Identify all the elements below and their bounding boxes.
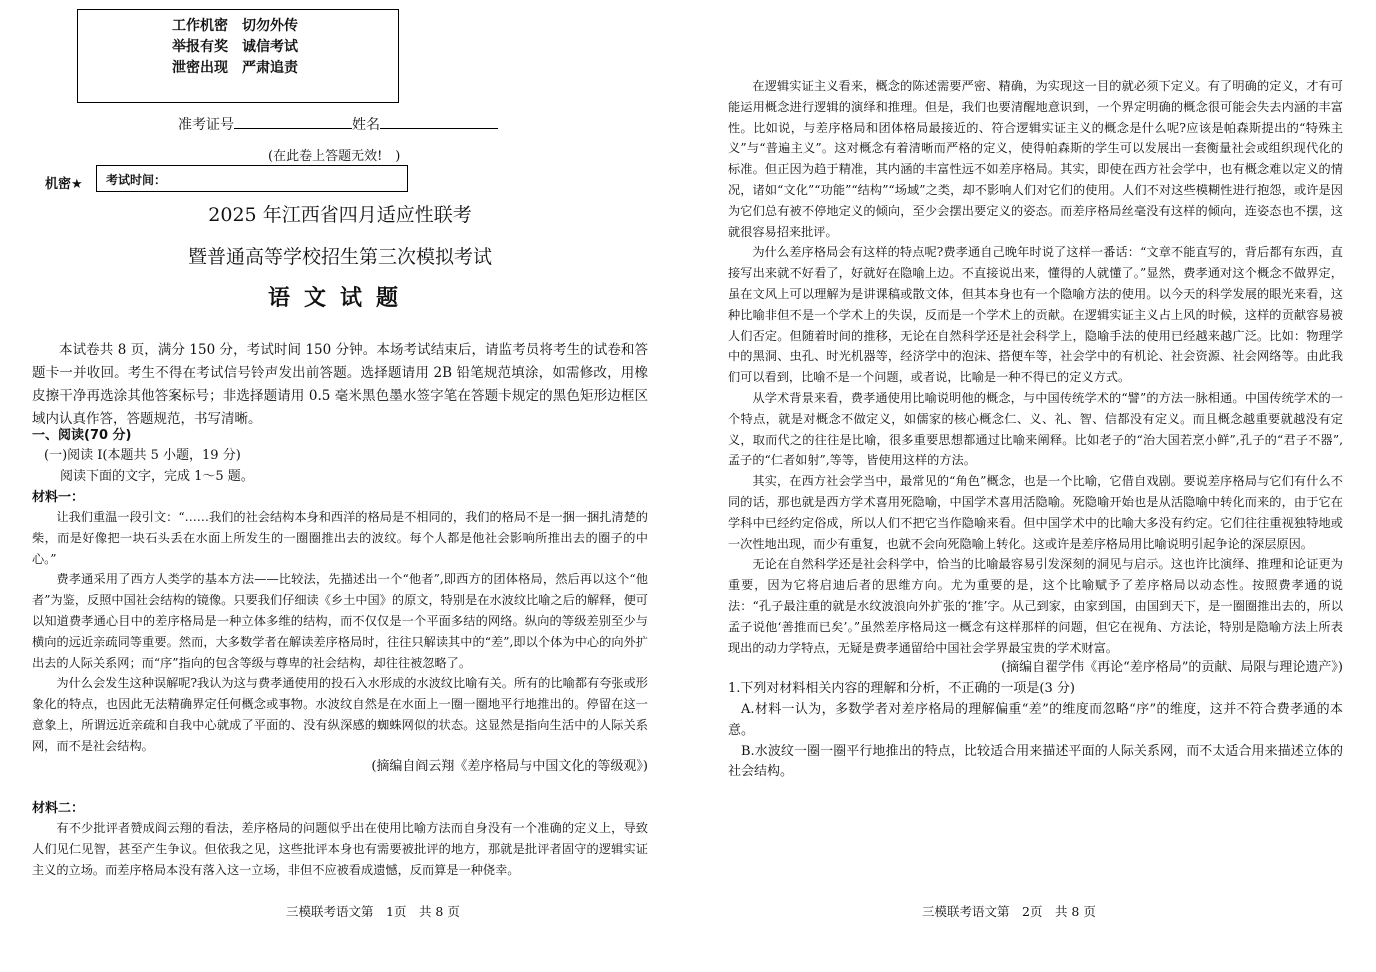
- exam-time-label: 考试时间：: [106, 173, 167, 187]
- question-1-stem: 1.下列对材料相关内容的理解和分析，不正确的一项是(3 分): [728, 681, 1075, 697]
- name-label: 姓名: [352, 117, 380, 133]
- section-heading: 一、阅读(70 分): [32, 428, 132, 443]
- exam-instructions: 本试卷共 8 页，满分 150 分，考试时间 150 分钟。本场考试结束后，请监考员将考生的试卷和答题卡一并收回。考生不得在考试信号铃声发出前答题。选择题请用 2B 铅笔规范填涂，如需修改，用橡皮擦干净再选涂其他答案标号；非选择题请用 0.5 毫米黑色墨水签字笔在答题卡规定的黑色矩形边框区域内认真作答，答题规范，书写清晰。: [32, 342, 648, 427]
- material-2-source: (摘编自翟学伟《再论“差序格局”的贡献、局限与理论遗产》): [1001, 660, 1343, 676]
- material-2-paragraph: 无论在自然科学还是社会科学中，恰当的比喻最容易引发深刻的洞见与启示。这也许比演绎、推理和论证更为重要，因为它将启迪后者的思维方向。尤为重要的是，这个比喻赋予了差序格局以动态性。按照费孝通的说法：“孔子最注重的就是水纹波浪向外扩张的‘推’字。从己到家，由家到国，由国到天下，是一圈圈推出去的，所以孟子说他‘善推而已矣’。”虽然差序格局这一概念有这样那样的问题，但它在视角、方法论，特别是隐喻方法上所表现出的动力学特点，无疑是费孝通留给中国社会学界最宝贵的学术财富。: [728, 557, 1343, 655]
- notice-line-2: 举报有奖 诚信考试: [172, 39, 298, 55]
- material-2-continued: [728, 76, 1343, 783]
- question-1-option-a: A.材料一认为，多数学者对差序格局的理解偏重“差”的维度而忽略“序”的维度，这并不符合费孝通的本意。: [728, 701, 1343, 738]
- exam-title-line-2: 暨普通高等学校招生第三次模拟考试: [187, 246, 492, 268]
- candidate-id-line: [178, 114, 498, 134]
- material-1-source: (摘编自阎云翔《差序格局与中国文化的等级观》): [371, 758, 648, 774]
- material-2-body: [32, 818, 648, 880]
- material-2-paragraph: 为什么差序格局会有这样的特点呢?费孝通自己晚年时说了这样一番话：“文章不能直写的，背后都有东西，直接写出来就不好看了，好就好在隐喻上边。不直接说出来，懂得的人就懂了。”显然，费孝通对这个概念不做界定，虽在文风上可以理解为是讲课稿或散文体，但其本身也有一个隐喻方法的使用。以今天的科学发展的眼光来看，这种比喻非但不是一个学术上的失误，反而是一个学术上的贡献。在逻辑实证主义占上风的时候，这样的贡献容易被人们否定。但随着时间的推移，无论在自然科学还是社会科学上，隐喻手法的使用已经越来越广泛。比如：物理学中的黑洞、虫孔、时光机器等，经济学中的泡沫、搭便车等，社会学中的有机论、社会资源、社会网络等。由此我们可以看到，比喻不是一个问题，或者说，比喻是一种不得已的定义方式。: [728, 245, 1343, 385]
- material-1-paragraph: 让我们重温一段引文：“……我们的社会结构本身和西洋的格局是不相同的，我们的格局不是一捆一捆扎清楚的柴，而是好像把一块石头丢在水面上所发生的一圈圈推出去的波纹。每个人都是他社会影响所推出去的圈子的中心。”: [32, 510, 648, 566]
- notice-line-1: 工作机密 切勿外传: [172, 18, 298, 34]
- exam-time-box: [96, 165, 408, 192]
- subject-title: 语文试题: [267, 286, 412, 311]
- page-footer-2: 三模联考语文第 2页 共 8 页: [922, 904, 1096, 919]
- page-footer-1: 三模联考语文第 1页 共 8 页: [286, 904, 460, 919]
- material-2-paragraph: 从学术背景来看，费孝通使用比喻说明他的概念，与中国传统学术的“譬”的方法一脉相通。中国传统学术的一个特点，就是对概念不做定义，如儒家的核心概念仁、义、礼、智、信都没有定义。而且概念越重要就越没有定义，取而代之的往往是比喻，很多重要思想都通过比喻来阐释。比如老子的“治大国若烹小鲜”,孔子的“君子不器”,孟子的“仁者如射”,等等，皆使用这样的方法。: [728, 390, 1343, 468]
- question-1-option-b: B.水波纹一圈一圈平行地推出的特点，比较适合用来描述平面的人际关系网，而不太适合用来描述立体的社会结构。: [728, 743, 1343, 780]
- material-1-label: 材料一：: [32, 490, 85, 505]
- notice-line-3: 泄密出现 严肃追责: [172, 60, 298, 76]
- no-answer-note: (在此卷上答题无效! ): [268, 149, 401, 164]
- material-2-paragraph: 有不少批评者赞成阎云翔的看法，差序格局的问题似乎出在使用比喻方法而自身没有一个准确的定义上，导致人们见仁见智，甚至产生争议。但依我之见，这些批评本身也有需要被批评的地方，那就是批评者固守的逻辑实证主义的立场。而差序格局本没有落入这一立场，非但不应被看成遗憾，反而算是一种侥幸。: [32, 821, 648, 877]
- secret-label: 机密★: [45, 177, 83, 192]
- confidentiality-notice-box: [77, 9, 399, 103]
- material-1-body: [32, 507, 648, 777]
- subsection-heading: (一)阅读 Ⅰ(本题共 5 小题，19 分): [44, 448, 241, 463]
- material-2-paragraph: 在逻辑实证主义看来，概念的陈述需要严密、精确，为实现这一目的就必须下定义。有了明确的定义，才有可能运用概念进行逻辑的演绎和推理。但是，我们也要清醒地意识到，一个界定明确的概念很可能会失去内涵的丰富性。比如说，与差序格局和团体格局最接近的、符合逻辑实证主义的概念是什么呢?应该是帕森斯提出的“特殊主义”与“普遍主义”。这对概念有着清晰而严格的定义，使得帕森斯的学生可以发展出一套衡量社会或组织现代化的标准。但正因为趋于精准，其内涵的丰富性远不如差序格局。其实，即使在西方社会学中，也有概念难以定义的情况，诸如“文化”“功能”“结构”“场域”之类，却不影响人们对它们的使用。人们不对这些模糊性进行抱怨，或许是因为它们总有被不停地定义的倾向，至少会摆出要定义的姿态。而差序格局丝毫没有这样的倾向，连姿态也不摆，这就很容易招来批评。: [728, 79, 1343, 239]
- material-2-label: 材料二：: [32, 801, 85, 816]
- material-2-paragraph: 其实，在西方社会学当中，最常见的“角色”概念，也是一个比喻，它借自戏剧。要说差序格局与它们有什么不同的话，那也就是西方学术喜用死隐喻，中国学术喜用活隐喻。死隐喻开始也是从活隐喻中转化而来的，由于它在学科中已经约定俗成，所以人们不把它当作隐喻来看。但中国学术中的比喻大多没有约定。它们往往重视独特地或一次性地出现，而少有重复，也就不会向死隐喻上转化。这或许是差序格局用比喻说明引起争论的深层原因。: [728, 474, 1343, 551]
- reading-instruction: 阅读下面的文字，完成 1～5 题。: [60, 469, 254, 484]
- name-blank: [380, 114, 498, 129]
- exam-title-line-1: 2025 年江西省四月适应性联考: [208, 204, 472, 226]
- id-label: 准考证号: [178, 117, 234, 133]
- material-1-paragraph: 为什么会发生这种误解呢?我认为这与费孝通使用的投石入水形成的水波纹比喻有关。所有的比喻都有夸张或形象化的特点，也因此无法精确界定任何概念或事物。水波纹自然是在水面上一圈一圈地平行地推出的。停留在这一意象上，所谓远近亲疏和自我中心就成了平面的、没有纵深感的蜘蛛网似的状态。这显然是指向生活中的人际关系网，而不是社会结构。: [32, 676, 648, 753]
- material-1-paragraph: 费孝通采用了西方人类学的基本方法——比较法，先描述出一个“他者”,即西方的团体格局，然后再以这个“他者”为鉴，反照中国社会结构的镜像。只要我们仔细读《乡土中国》的原文，特别是在水波纹比喻之后的解释，便可以知道费孝通心目中的差序格局是一种立体多维的结构，而不仅仅是一个平面多结的网络。纵向的等级差别至少与横向的远近亲疏同等重要。然而，大多数学者在解读差序格局时，往往只解读其中的“差”,即以个体为中心的向外扩出去的人际关系网；而“序”指向的包含等级与尊卑的社会结构，却往往被忽略了。: [32, 572, 648, 670]
- right-page: [688, 0, 1376, 972]
- id-blank: [234, 114, 352, 129]
